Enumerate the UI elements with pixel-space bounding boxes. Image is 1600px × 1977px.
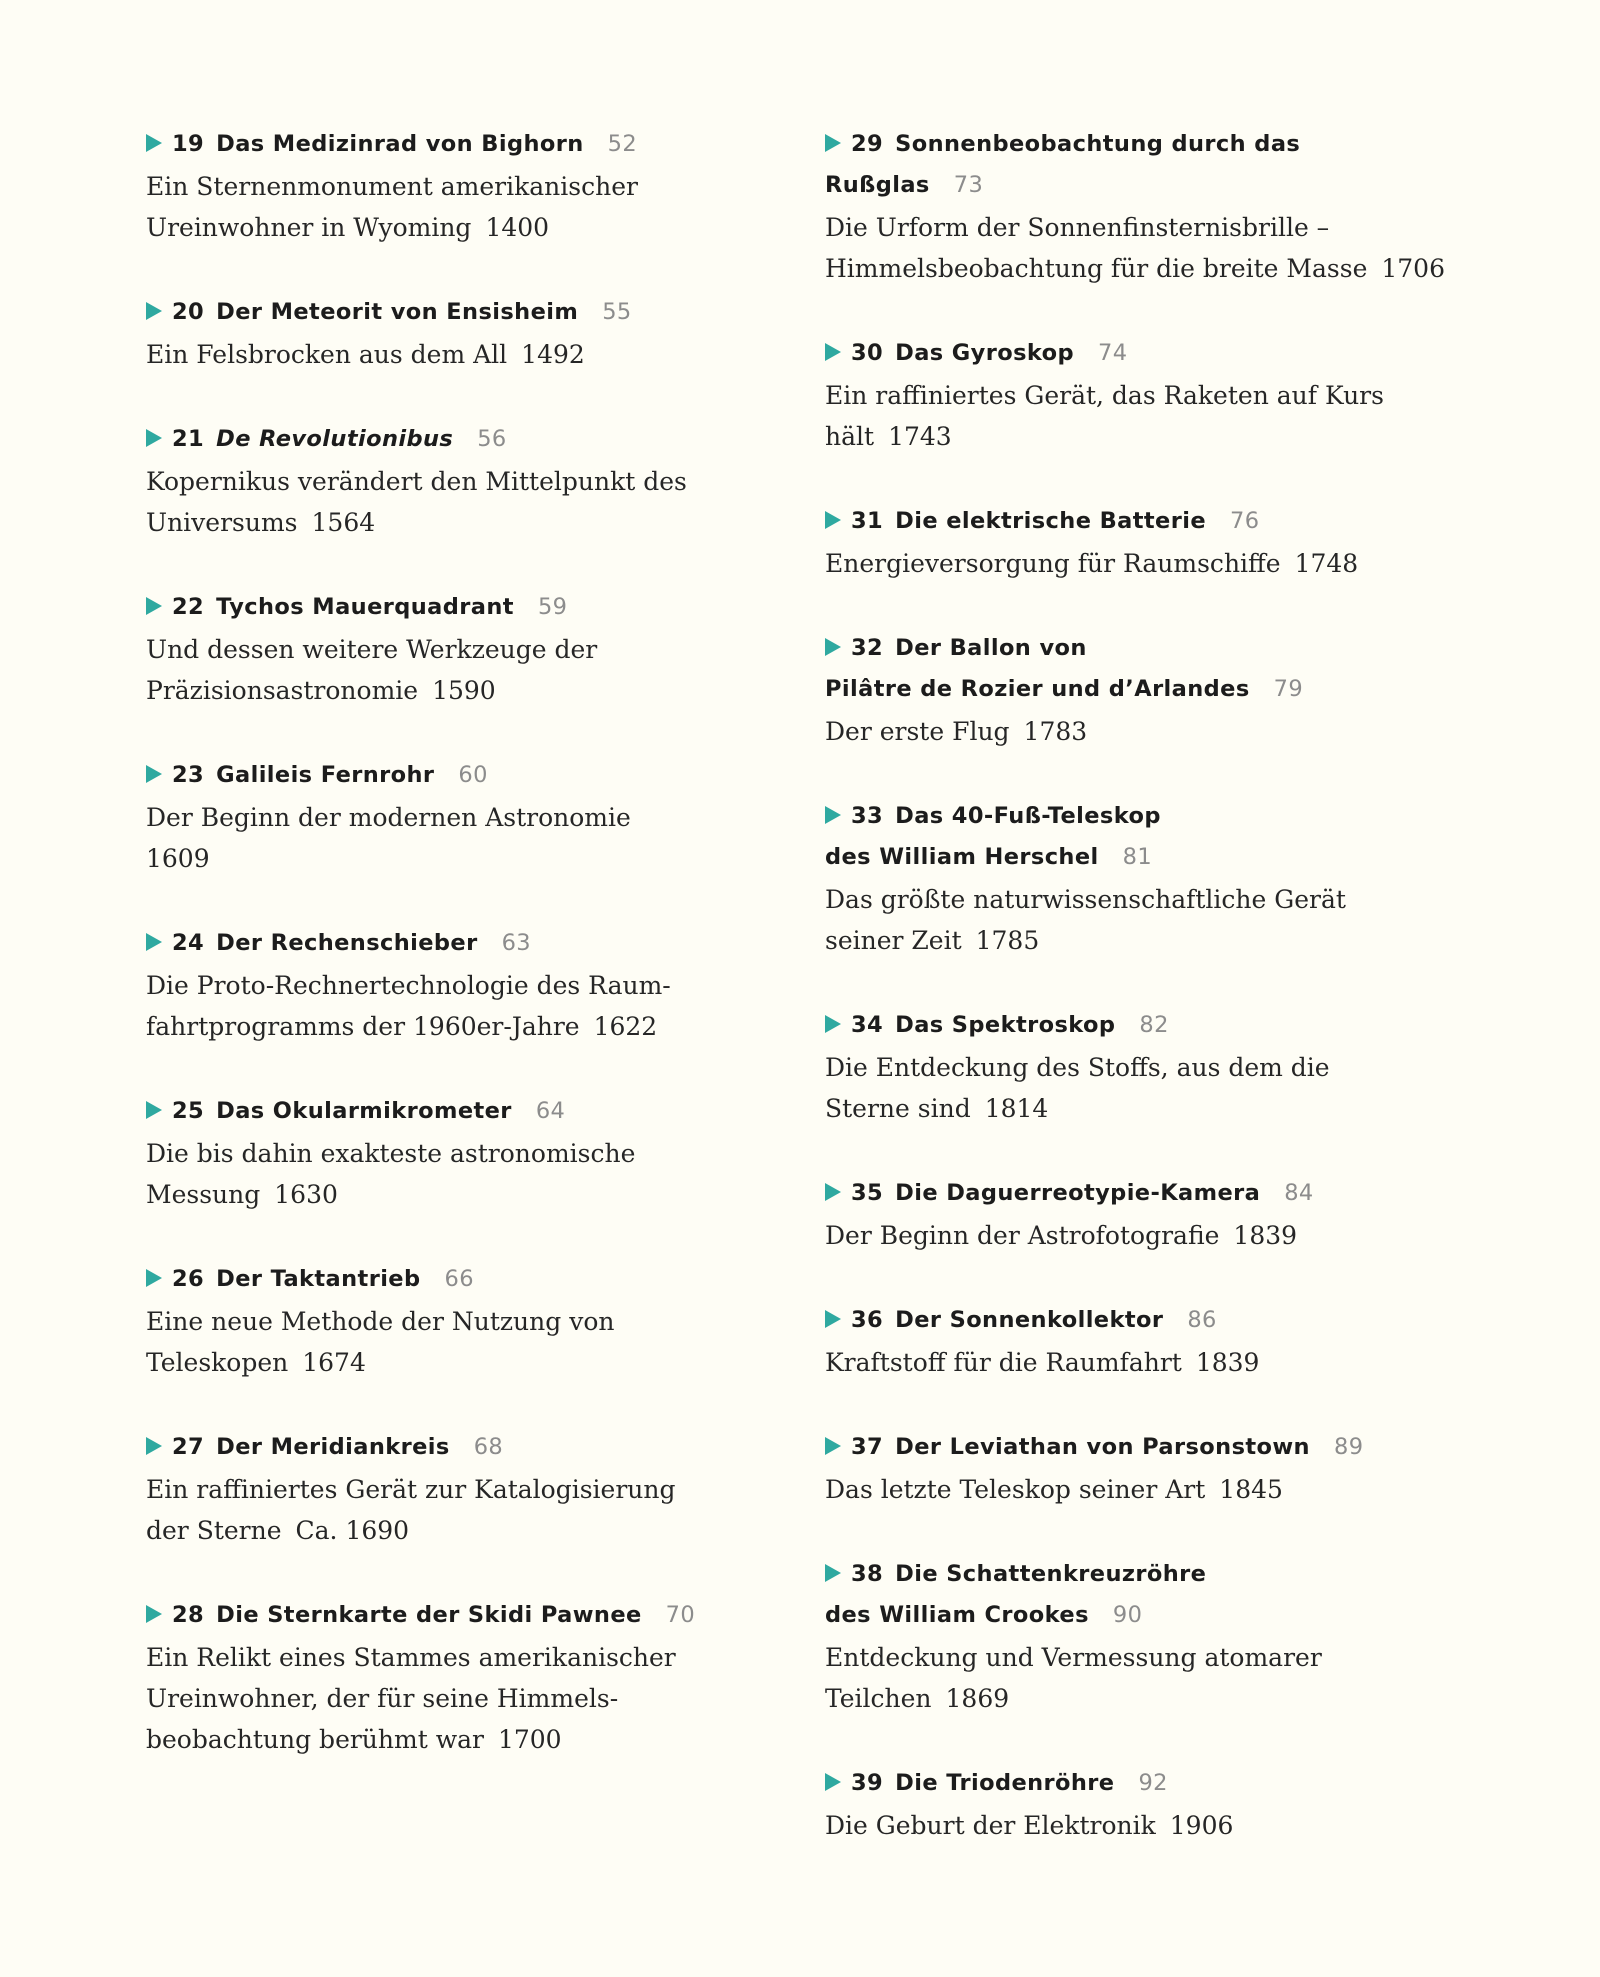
entry-description-line: Ureinwohner, der für seine Himmels- [146,1684,619,1713]
entry-description [146,629,706,711]
entry-title: Pilâtre de Rozier und d’Arlandes [825,676,1250,702]
entry-page-number: 84 [1284,1180,1314,1206]
entry-title-line [146,923,706,964]
toc-entry[interactable] [825,796,1445,961]
entry-title-line [146,1259,706,1300]
entry-title-line [146,124,706,165]
toc-entry[interactable] [825,1300,1445,1383]
toc-entry[interactable] [146,587,706,711]
entry-description [825,1215,1445,1256]
entry-description-line: Das letzte Teleskop seiner Art [825,1475,1206,1504]
entry-number: 23 [172,762,205,788]
entry-year: 1674 [302,1348,366,1377]
entry-year: 1743 [888,422,952,451]
entry-title-line [825,1427,1445,1468]
entry-description-line: hält [825,422,875,451]
entry-title-line [146,419,706,460]
entry-year: 1622 [593,1012,658,1041]
entry-description-line: Der erste Flug [825,717,1010,746]
toc-column-right [825,124,1445,1890]
entry-page-number: 90 [1112,1602,1143,1628]
entry-title-line [825,501,1445,542]
entry-description-line: Die Geburt der Elektronik [825,1811,1156,1840]
entry-title: De Revolutionibus [216,426,454,452]
entry-page-number: 63 [501,930,532,956]
entry-title: des William Herschel [825,844,1099,870]
entry-description-line: Ein Felsbrocken aus dem All [146,340,508,369]
entry-number: 39 [851,1770,884,1796]
entry-title-line [825,1595,1445,1636]
play-arrow-icon [825,638,841,656]
entry-title: Der Leviathan von Parsonstown [895,1434,1310,1460]
entry-title: Die Daguerreotypie-Kamera [895,1180,1261,1206]
toc-entry[interactable] [146,1259,706,1383]
play-arrow-icon [146,1605,162,1623]
entry-page-number: 56 [477,426,507,452]
entry-page-number: 76 [1229,508,1260,534]
entry-description [146,334,706,375]
entry-description-line: Ein Relikt eines Stammes amerikanischer [146,1643,676,1672]
entry-title-line [825,837,1445,878]
entry-title: Sonnenbeobachtung durch das Rußglas [825,131,1301,198]
entry-description-line: Die Proto-Rechnertechnologie des Raum- [146,971,671,1000]
entry-description-line: Universums [146,508,298,537]
entry-page-number: 74 [1098,340,1128,366]
entry-description [825,1469,1445,1510]
play-arrow-icon [825,1183,841,1201]
toc-entry[interactable] [825,1554,1445,1719]
entry-year: 1839 [1195,1348,1260,1377]
entry-description-line: Teilchen [825,1684,932,1713]
toc-entry[interactable] [146,1595,706,1760]
entry-page-number: 66 [444,1266,474,1292]
toc-entry[interactable] [825,1427,1445,1510]
play-arrow-icon [146,429,162,447]
play-arrow-icon [825,134,841,152]
entry-description-line: Eine neue Methode der Nutzung von [146,1307,615,1336]
entry-page-number: 82 [1139,1012,1169,1038]
toc-entry[interactable] [825,1763,1445,1846]
entry-description-line: Die bis dahin exakteste astronomische [146,1139,636,1168]
entry-description [146,965,706,1047]
toc-entry[interactable] [825,501,1445,584]
entry-year: 1783 [1023,717,1088,746]
entry-title: Der Sonnenkollektor [895,1307,1164,1333]
toc-entry[interactable] [146,124,706,248]
entry-page-number: 68 [473,1434,504,1460]
entry-number: 28 [172,1602,205,1628]
entry-description-line: Energieversorgung für Raumschiffe [825,549,1281,578]
entry-title: Der Taktantrieb [216,1266,421,1292]
entry-number: 21 [172,426,205,452]
toc-entry[interactable] [825,333,1445,457]
entry-description-line: Messung [146,1180,261,1209]
entry-description [825,543,1445,584]
entry-description-line: Ein raffiniertes Gerät, das Raketen auf Kurs [825,381,1384,410]
entry-page-number: 60 [458,762,488,788]
entry-title-line [146,292,706,333]
play-arrow-icon [825,806,841,824]
entry-description-line: Präzisionsastronomie [146,676,419,705]
entry-title: Der Meteorit von Ensisheim [216,299,579,325]
entry-title: Die elektrische Batterie [895,508,1206,534]
entry-description [825,1342,1445,1383]
entry-page-number: 89 [1333,1434,1364,1460]
entry-description [825,1805,1445,1846]
entry-title-line [825,124,1445,206]
entry-number: 22 [172,594,205,620]
entry-title-line [146,587,706,628]
play-arrow-icon [825,511,841,529]
entry-year: 1609 [146,844,210,873]
play-arrow-icon [825,1773,841,1791]
entry-year: 1706 [1381,254,1445,283]
entry-description-line: Der Beginn der Astrofotografie [825,1221,1220,1250]
entry-year: 1400 [485,213,550,242]
entry-number: 32 [851,635,884,661]
play-arrow-icon [146,1269,162,1287]
entry-title: Das Okularmikrometer [216,1098,512,1124]
entry-number: 31 [851,508,884,534]
entry-title: des William Crookes [825,1602,1089,1628]
entry-description-line: Kraftstoff für die Raumfahrt [825,1348,1182,1377]
entry-title-line [825,333,1445,374]
entry-description [146,1469,706,1551]
entry-number: 36 [851,1307,884,1333]
toc-entry[interactable] [146,419,706,543]
entry-description [825,207,1445,289]
entry-description-line: fahrtprogramms der 1960er-Jahre [146,1012,580,1041]
entry-description-line: Sterne sind [825,1094,971,1123]
entry-number: 34 [851,1012,884,1038]
entry-title-line [825,1173,1445,1214]
toc-entry[interactable] [825,1173,1445,1256]
entry-description [825,711,1445,752]
entry-description-line: Kopernikus verändert den Mittelpunkt des [146,467,687,496]
entry-title-line [825,628,1445,669]
entry-description-line: Die Entdeckung des Stoffs, aus dem die [825,1053,1330,1082]
entry-page-number: 73 [953,172,984,198]
entry-description-line: Teleskopen [146,1348,289,1377]
entry-title-line [146,755,706,796]
entry-description-line: Ein Sternenmonument amerikanischer [146,172,638,201]
play-arrow-icon [146,933,162,951]
entry-year: 1492 [521,340,585,369]
entry-description [146,1637,706,1760]
entry-page-number: 79 [1273,676,1304,702]
entry-page-number: 64 [535,1098,566,1124]
play-arrow-icon [825,1564,841,1582]
entry-description [146,166,706,248]
entry-number: 35 [851,1180,884,1206]
entry-page-number: 81 [1122,844,1153,870]
entry-year: Ca. 1690 [295,1516,410,1545]
entry-page-number: 55 [602,299,632,325]
entry-title: Die Triodenröhre [895,1770,1115,1796]
entry-year: 1906 [1169,1811,1234,1840]
entry-number: 19 [172,131,205,157]
play-arrow-icon [146,765,162,783]
entry-title: Die Schattenkreuzröhre [895,1561,1207,1587]
entry-description [146,461,706,543]
entry-description [146,1133,706,1215]
entry-number: 29 [851,131,884,157]
entry-title: Der Rechenschieber [216,930,478,956]
toc-entry[interactable] [146,292,706,375]
entry-title-line [825,796,1445,837]
entry-title-line [146,1595,706,1636]
toc-entry[interactable] [825,124,1445,289]
entry-number: 38 [851,1561,884,1587]
entry-title: Die Sternkarte der Skidi Pawnee [216,1602,642,1628]
play-arrow-icon [825,343,841,361]
entry-description-line: seiner Zeit [825,926,962,955]
entry-year: 1748 [1294,549,1359,578]
entry-year: 1845 [1219,1475,1283,1504]
entry-title-line [825,1005,1445,1046]
play-arrow-icon [146,1437,162,1455]
toc-entry[interactable] [825,628,1445,752]
play-arrow-icon [146,134,162,152]
entry-title: Das Medizinrad von Bighorn [216,131,584,157]
entry-description-line: Ein raffiniertes Gerät zur Katalogisierung [146,1475,676,1504]
entry-page-number: 92 [1138,1770,1168,1796]
entry-description-line: beobachtung berühmt war [146,1725,484,1754]
entry-year: 1700 [497,1725,562,1754]
entry-number: 30 [851,340,884,366]
entry-number: 20 [172,299,205,325]
entry-year: 1590 [432,676,496,705]
entry-title: Das 40-Fuß-Teleskop [895,803,1161,829]
toc-entry[interactable] [146,1427,706,1551]
entry-title: Das Gyroskop [895,340,1075,366]
entry-title-line [146,1427,706,1468]
entry-description-line: Entdeckung und Vermessung atomarer [825,1643,1322,1672]
play-arrow-icon [146,302,162,320]
entry-description [825,879,1445,961]
entry-page-number: 52 [607,131,638,157]
play-arrow-icon [825,1015,841,1033]
entry-description-line: der Sterne [146,1516,282,1545]
entry-description-line: Und dessen weitere Werkzeuge der [146,635,598,664]
entry-page-number: 86 [1187,1307,1217,1333]
play-arrow-icon [825,1437,841,1455]
entry-title: Der Ballon von [895,635,1087,661]
entry-title-line [825,669,1445,710]
entry-title: Das Spektroskop [895,1012,1116,1038]
entry-description-line: Ureinwohner in Wyoming [146,213,472,242]
toc-entry[interactable] [146,923,706,1047]
entry-title: Galileis Fernrohr [216,762,435,788]
entry-page-number: 59 [537,594,568,620]
play-arrow-icon [146,1101,162,1119]
entry-year: 1564 [311,508,376,537]
toc-entry[interactable] [146,755,706,879]
entry-description [146,1301,706,1383]
entry-title-line [825,1300,1445,1341]
toc-entry[interactable] [825,1005,1445,1129]
entry-description-line: Der Beginn der modernen Astronomie [146,803,631,832]
entry-title-line [146,1091,706,1132]
entry-number: 27 [172,1434,205,1460]
entry-year: 1785 [975,926,1040,955]
entry-number: 33 [851,803,884,829]
entry-description-line: Das größte naturwissenschaftliche Gerät [825,885,1346,914]
entry-title-line [825,1763,1445,1804]
entry-year: 1814 [984,1094,1049,1123]
entry-year: 1630 [274,1180,338,1209]
entry-number: 25 [172,1098,205,1124]
play-arrow-icon [146,597,162,615]
play-arrow-icon [825,1310,841,1328]
entry-number: 26 [172,1266,205,1292]
entry-description-line: Himmelsbeobachtung für die breite Masse [825,254,1368,283]
entry-number: 24 [172,930,205,956]
toc-column-left [146,124,706,1804]
entry-title-line [825,1554,1445,1595]
entry-year: 1839 [1233,1221,1298,1250]
entry-year: 1869 [945,1684,1010,1713]
entry-description-line: Die Urform der Sonnenfinsternisbrille – [825,213,1330,242]
entry-description [825,1047,1445,1129]
entry-page-number: 70 [665,1602,696,1628]
entry-title: Tychos Mauerquadrant [216,594,514,620]
entry-title: Der Meridiankreis [216,1434,450,1460]
toc-entry[interactable] [146,1091,706,1215]
entry-number: 37 [851,1434,884,1460]
entry-description [825,1637,1445,1719]
entry-description [146,797,706,879]
entry-description [825,375,1445,457]
